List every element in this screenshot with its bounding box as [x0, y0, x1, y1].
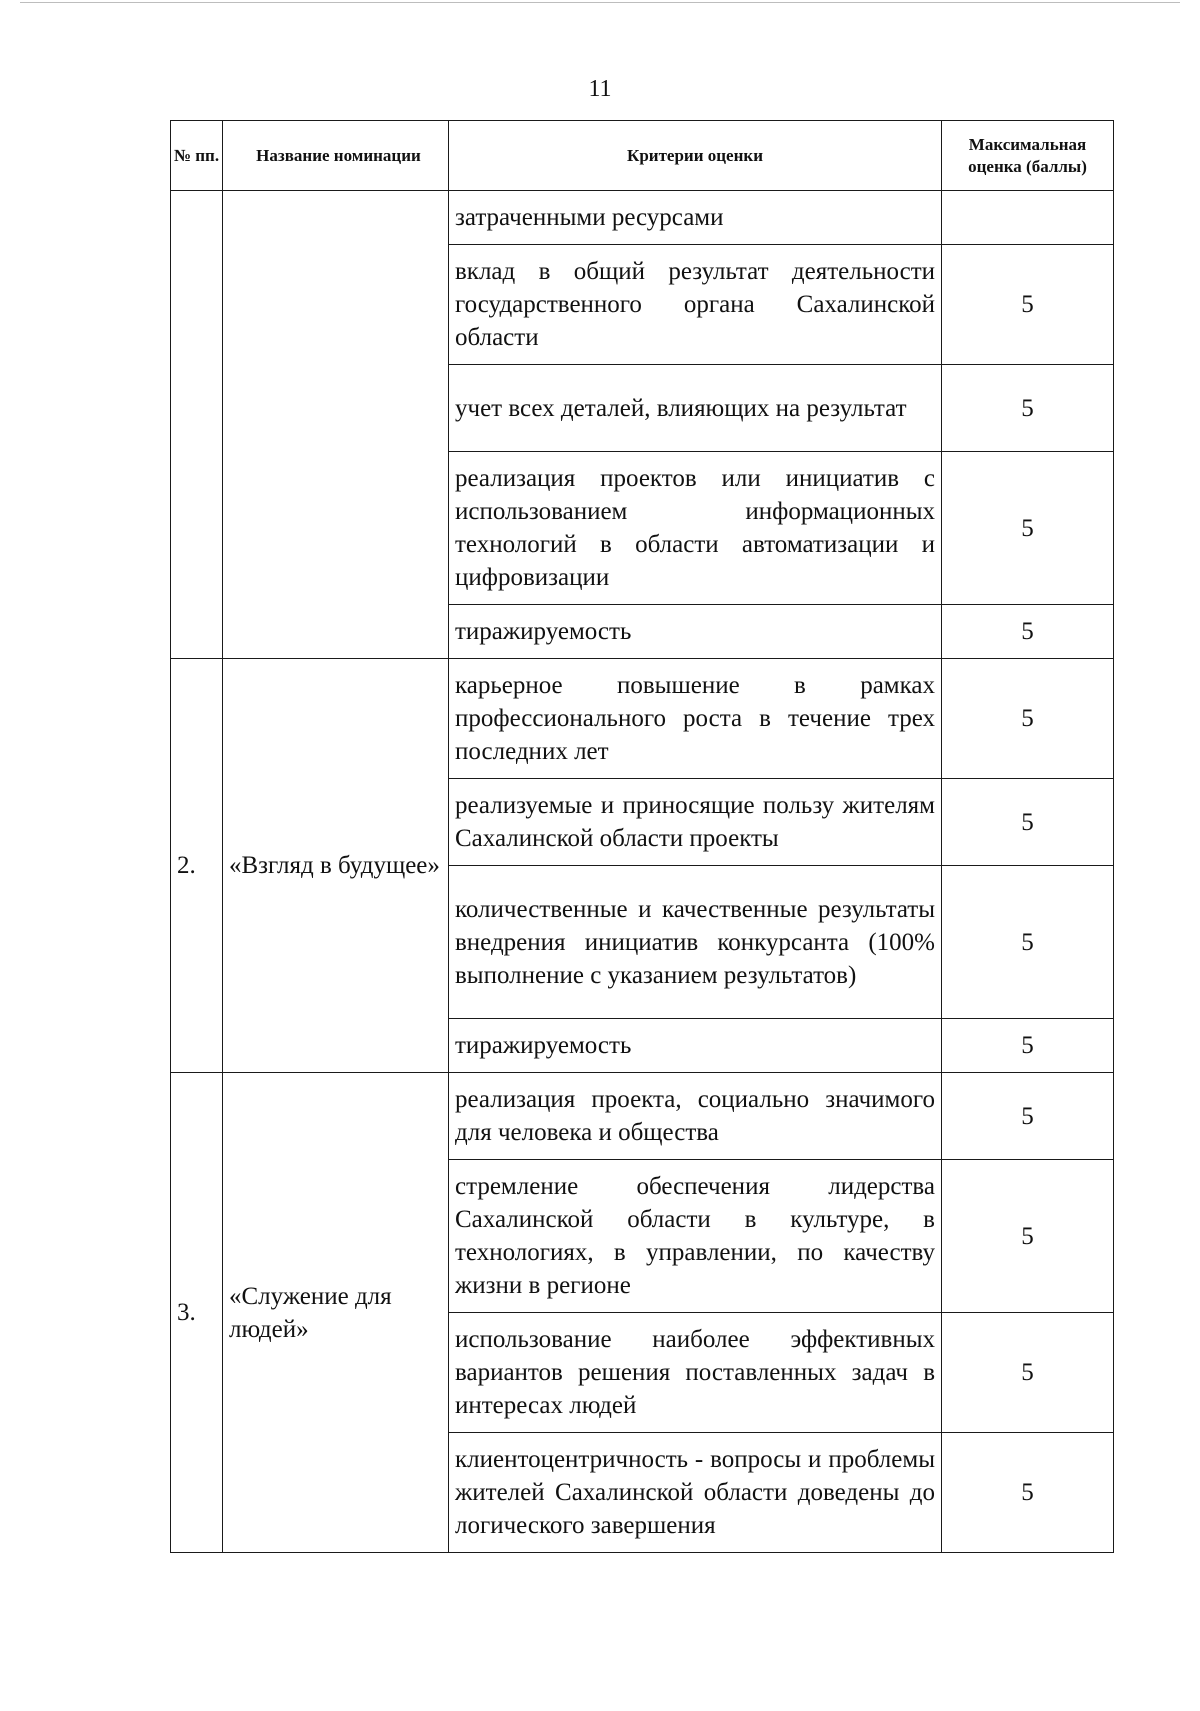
score-cell: 5 [942, 365, 1114, 452]
criterion-cell: использование наиболее эффективных вариантов решения поставленных задач в интересах людей [449, 1313, 942, 1433]
criterion-cell: затраченными ресурсами [449, 191, 942, 245]
nomination-name-cell-empty [223, 191, 449, 659]
criterion-cell: реализация проекта, социально значимого для человека и общества [449, 1073, 942, 1160]
criteria-table [170, 120, 1114, 1553]
criterion-cell: реализуемые и приносящие пользу жителям Сахалинской области проекты [449, 779, 942, 866]
criterion-cell: тиражируемость [449, 1019, 942, 1073]
criterion-cell: количественные и качественные результаты внедрения инициатив конкурсанта (100% выполнение с указанием результатов) [449, 866, 942, 1019]
nomination-name: «Служение для людей» [223, 1073, 449, 1553]
header-num: № пп. [171, 121, 223, 191]
score-cell: 5 [942, 1433, 1114, 1553]
score-cell: 5 [942, 659, 1114, 779]
table-row [171, 659, 1114, 779]
table-header-row [171, 121, 1114, 191]
score-cell: 5 [942, 1160, 1114, 1313]
criterion-cell: карьерное повышение в рамках профессионального роста в течение трех последних лет [449, 659, 942, 779]
score-cell: 5 [942, 452, 1114, 605]
num-cell-empty [171, 191, 223, 659]
nomination-name: «Взгляд в будущее» [223, 659, 449, 1073]
header-max-score: Максимальная оценка (баллы) [942, 121, 1114, 191]
criterion-cell: реализация проектов или инициатив с использованием информационных технологий в области автоматизации и цифровизации [449, 452, 942, 605]
score-cell: 5 [942, 1313, 1114, 1433]
score-cell: 5 [942, 1073, 1114, 1160]
header-criteria: Критерии оценки [449, 121, 942, 191]
criterion-cell: клиентоцентричность - вопросы и проблемы жителей Сахалинской области доведены до логического завершения [449, 1433, 942, 1553]
nomination-number: 3. [171, 1073, 223, 1553]
page-number: 11 [588, 76, 612, 102]
score-cell: 5 [942, 779, 1114, 866]
header-nomination-name: Название номинации [223, 121, 449, 191]
score-cell: 5 [942, 605, 1114, 659]
criterion-cell: стремление обеспечения лидерства Сахалинской области в культуре, в технологиях, в управлении, по качеству жизни в регионе [449, 1160, 942, 1313]
score-cell: 5 [942, 866, 1114, 1019]
table-row [171, 1073, 1114, 1160]
criterion-cell: тиражируемость [449, 605, 942, 659]
criterion-cell: вклад в общий результат деятельности государственного органа Сахалинской области [449, 245, 942, 365]
criterion-cell: учет всех деталей, влияющих на результат [449, 365, 942, 452]
table-row [171, 191, 1114, 245]
score-cell: 5 [942, 245, 1114, 365]
nomination-number: 2. [171, 659, 223, 1073]
page-top-rule [20, 2, 1180, 3]
score-cell: 5 [942, 1019, 1114, 1073]
score-cell [942, 191, 1114, 245]
